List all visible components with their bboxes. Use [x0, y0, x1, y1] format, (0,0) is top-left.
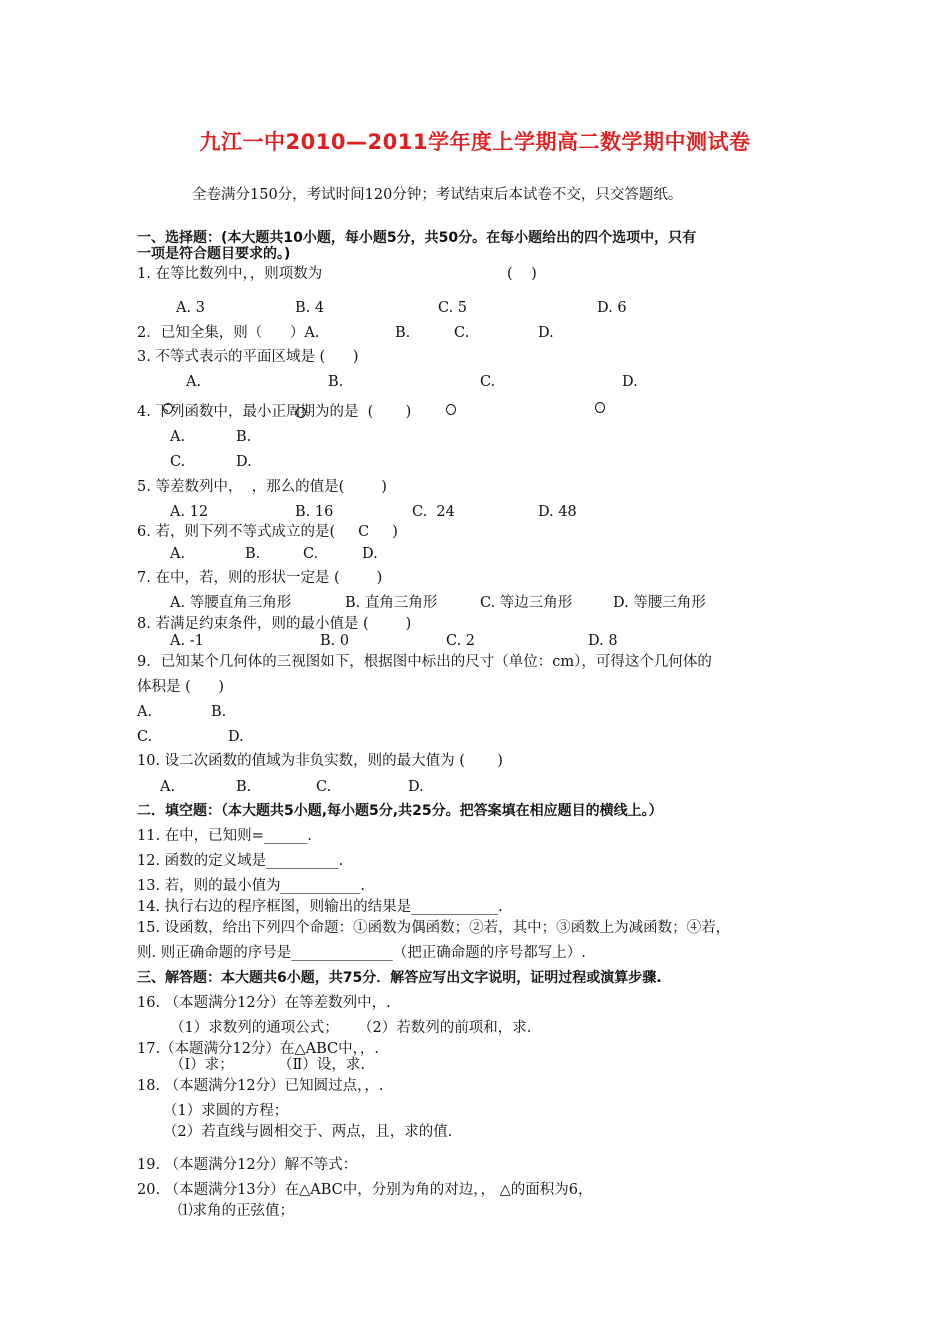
- figure-circle-marker: [595, 402, 605, 413]
- q16-part2: （2）若数列的前项和，求.: [358, 1020, 532, 1036]
- q1-option-a: A. 3: [176, 300, 205, 316]
- q6-stem: 6. 若，则下列不等式成立的是( C ): [137, 524, 398, 540]
- q1-option-d: D. 6: [597, 300, 627, 316]
- page-title: 九江一中2010—2011学年度上学期高二数学期中测试卷: [199, 130, 751, 154]
- q1-option-c: C. 5: [438, 300, 468, 316]
- q16-part1: （1）求数列的通项公式；: [170, 1020, 339, 1036]
- q1-stem: 1. 在等比数列中，，则项数为: [137, 266, 323, 282]
- q8-option-a: A. -1: [170, 633, 204, 649]
- q2-stem: 2．已知全集，则（ ）A.: [137, 325, 320, 341]
- q18-part1: （1）求圆的方程；: [163, 1103, 289, 1119]
- q5-option-c: C. 24: [412, 504, 455, 520]
- q3-option-b: B.: [328, 374, 344, 390]
- q7-option-c: C. 等边三角形: [480, 595, 573, 611]
- q16-stem: 16. （本题满分12分）在等差数列中，.: [137, 995, 391, 1011]
- q1-bracket: ( ): [507, 266, 537, 282]
- q20-part1: ⑴求角的正弦值；: [178, 1203, 294, 1219]
- section1-heading-line2: 一项是符合题目要求的。): [137, 246, 291, 262]
- q3-option-c: C.: [480, 374, 496, 390]
- q4-stem: 4. 下列函数中，最小正周期为的是 ( ): [137, 404, 412, 420]
- q9-option-a: A.: [137, 704, 153, 720]
- q6-option-d: D.: [362, 546, 378, 562]
- q5-option-b: B. 16: [295, 504, 334, 520]
- q10-option-d: D.: [408, 779, 424, 795]
- q18-part2: （2）若直线与圆相交于、两点，且，求的值.: [163, 1124, 453, 1140]
- q8-option-c: C. 2: [446, 633, 476, 649]
- q10-option-c: C.: [316, 779, 332, 795]
- q8-stem: 8. 若满足约束条件，则的最小值是 ( ): [137, 616, 412, 632]
- q19-text: 19. （本题满分12分）解不等式：: [137, 1157, 358, 1173]
- q20-stem: 20. （本题满分13分）在△ABC中，分别为角的对边，， △的面积为6，: [137, 1182, 593, 1198]
- q17-stem: 17.（本题满分12分）在△ABC中，，.: [137, 1041, 380, 1057]
- q15-line2: 则. 则正确命题的序号是______________（把正确命题的序号都写上）.: [137, 945, 586, 961]
- q6-option-b: B.: [245, 546, 261, 562]
- q10-stem: 10. 设二次函数的值域为非负实数，则的最大值为 ( ): [137, 753, 503, 769]
- q4-option-b: B.: [236, 429, 252, 445]
- q10-option-a: A.: [160, 779, 176, 795]
- q8-option-b: B. 0: [320, 633, 350, 649]
- q12-text: 12. 函数的定义域是__________.: [137, 853, 344, 869]
- q15-line1: 15. 设函数，给出下列四个命题：①函数为偶函数；②若，其中；③函数上为减函数；④若，: [137, 920, 731, 936]
- q9-option-d: D.: [228, 729, 244, 745]
- q9-option-c: C.: [137, 729, 153, 745]
- q9-line2: 体积是 ( ): [137, 679, 225, 695]
- q7-option-d: D. 等腰三角形: [613, 595, 706, 611]
- q5-option-d: D. 48: [538, 504, 577, 520]
- q2-option-b: B.: [395, 325, 411, 341]
- section1-heading-line1: 一、选择题：(本大题共10小题，每小题5分，共50分。在每小题给出的四个选项中，只有: [137, 230, 697, 246]
- q11-text: 11. 在中，已知则=______.: [137, 828, 312, 844]
- q6-option-c: C.: [303, 546, 319, 562]
- q17-part2: （Ⅱ）设，求.: [278, 1057, 365, 1073]
- figure-circle-marker: [446, 404, 456, 415]
- q7-stem: 7. 在中，若，则的形状一定是 ( ): [137, 570, 383, 586]
- q13-text: 13. 若，则的最小值为___________.: [137, 878, 366, 894]
- q6-option-a: A.: [170, 546, 186, 562]
- q7-option-b: B. 直角三角形: [345, 595, 438, 611]
- q9-line1: 9．已知某个几何体的三视图如下，根据图中标出的尺寸（单位：cm），可得这个几何体的: [137, 654, 712, 670]
- q4-option-c: C.: [170, 454, 186, 470]
- q3-option-d: D.: [622, 374, 638, 390]
- intro-text: 全卷满分150分，考试时间120分钟；考试结束后本试卷不交，只交答题纸。: [192, 187, 683, 203]
- q4-option-a: A.: [170, 429, 186, 445]
- q14-text: 14. 执行右边的程序框图，则输出的结果是____________.: [137, 899, 503, 915]
- section3-heading: 三、解答题：本大题共6小题，共75分．解答应写出文字说明，证明过程或演算步骤.: [137, 970, 662, 986]
- q17-part1: （Ⅰ）求；: [170, 1057, 234, 1073]
- q4-option-d: D.: [236, 454, 252, 470]
- q1-option-b: B. 4: [295, 300, 325, 316]
- q8-option-d: D. 8: [588, 633, 618, 649]
- q9-option-b: B.: [211, 704, 227, 720]
- q10-option-b: B.: [236, 779, 252, 795]
- section2-heading: 二．填空题：（本大题共5小题,每小题5分,共25分。把答案填在相应题目的横线上。）: [137, 803, 663, 819]
- q3-option-a: A.: [186, 374, 202, 390]
- q3-stem: 3. 不等式表示的平面区域是 ( ): [137, 349, 359, 365]
- q18-stem: 18. （本题满分12分）已知圆过点，，.: [137, 1078, 384, 1094]
- q2-option-d: D.: [538, 325, 554, 341]
- q5-option-a: A. 12: [170, 504, 209, 520]
- q2-option-c: C.: [454, 325, 470, 341]
- q7-option-a: A. 等腰直角三角形: [170, 595, 292, 611]
- q5-stem: 5. 等差数列中， ，那么的值是( ): [137, 479, 387, 495]
